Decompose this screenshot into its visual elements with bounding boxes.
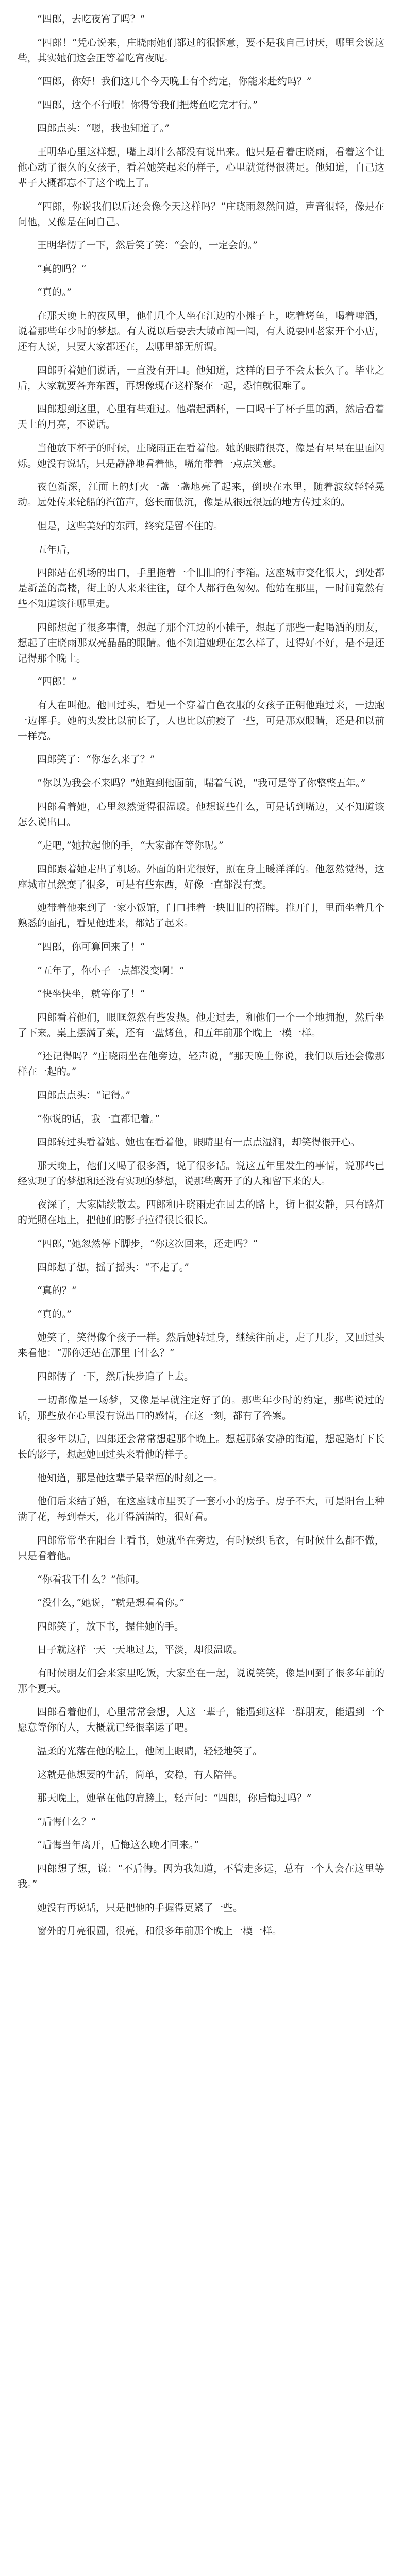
story-paragraph: 四郎看着她，心里忽然觉得很温暖。他想说些什么，可是话到嘴边，又不知道该怎么说出口。 xyxy=(18,801,384,828)
story-paragraph: “四郎！” xyxy=(37,676,77,688)
story-paragraph: 她没有再说话，只是把他的手握得更紧了一些。 xyxy=(37,1902,243,1913)
story-paragraph: 他知道，那是他这辈子最幸福的时刻之一。 xyxy=(37,1472,224,1484)
story-paragraph: 四郎看着他们，心里常常会想，人这一辈子，能遇到这样一群朋友，能遇到一个愿意等你的人，大概就已经很幸运了吧。 xyxy=(18,1706,384,1734)
story-paragraph: 四郎点点头：“记得。” xyxy=(37,1090,130,1101)
story-paragraph: 这就是他想要的生活，简单，安稳，有人陪伴。 xyxy=(37,1769,243,1781)
story-paragraph: “五年了，你小子一点都没变啊！” xyxy=(37,964,185,976)
story-paragraph: 四郎想起了很多事情，想起了那个江边的小摊子，想起了那些一起喝酒的朋友，想起了庄晓雨那双亮晶晶的眼睛。他不知道她现在怎么样了，过得好不好，是不是还记得那个晚上。 xyxy=(18,621,384,664)
story-paragraph: 她笑了，笑得像个孩子一样。然后她转过身，继续往前走，走了几步，又回过头来看他：“那你还站在那里干什么？” xyxy=(18,1332,384,1359)
story-paragraph: “四郎，你可算回来了！” xyxy=(37,941,145,953)
story-paragraph: 她带着他来到了一家小饭馆，门口挂着一块旧旧的招牌。推开门，里面坐着几个熟悉的面孔，看见他进来，都站了起来。 xyxy=(18,902,384,929)
story-paragraph: 四郎点头：“嗯，我也知道了。” xyxy=(37,123,170,134)
story-paragraph: “四郎，这个不行哦！你得等我们把烤鱼吃完才行。” xyxy=(37,99,258,111)
story-paragraph: 但是，这些美好的东西，终究是留不住的。 xyxy=(37,520,224,532)
story-paragraph: 一切都像是一场梦，又像是早就注定好了的。那些年少时的约定，那些说过的话，那些放在心里没有说出口的感情，在这一刻，都有了答案。 xyxy=(18,1394,384,1421)
story-paragraph: 日子就这样一天一天地过去，平淡，却很温暖。 xyxy=(37,1644,243,1656)
story-paragraph: “真的吗？” xyxy=(37,263,87,275)
story-paragraph: 温柔的光落在他的脸上，他闭上眼睛，轻轻地笑了。 xyxy=(37,1745,263,1757)
story-paragraph: 四郎想到这里，心里有些难过。他端起酒杯，一口喝干了杯子里的酒，然后看着天上的月亮，不说话。 xyxy=(18,403,384,431)
story-paragraph: “四郎，去吃夜宵了吗？” xyxy=(37,13,145,25)
story-paragraph: 那天晚上，她靠在他的肩膀上，轻声问：“四郎，你后悔过吗？” xyxy=(37,1792,312,1804)
story-paragraph: “你说的话，我一直都记着。” xyxy=(37,1113,160,1125)
story-paragraph: “真的。” xyxy=(37,1308,72,1320)
story-paragraph: 有人在叫他。他回过头，看见一个穿着白色衣服的女孩子正朝他跑过来，一边跑一边挥手。她的头发比以前长了，人也比以前瘦了一些，可是那双眼睛，还是和以前一样亮。 xyxy=(18,699,384,742)
story-paragraph: “快坐快坐，就等你了！” xyxy=(37,988,145,1000)
story-paragraph: “后悔当年离开，后悔这么晚才回来。” xyxy=(37,1839,199,1851)
story-paragraph: 他们后来结了婚，在这座城市里买了一套小小的房子。房子不大，可是阳台上种满了花，每到春天，花开得满满的，很好看。 xyxy=(18,1496,384,1523)
story-paragraph: 夜深了，大家陆续散去。四郎和庄晓雨走在回去的路上，街上很安静，只有路灯的光照在地上，把他们的影子拉得很长很长。 xyxy=(18,1199,384,1226)
story-paragraph: 四郎听着她们说话，一直没有开口。他知道，这样的日子不会太长久了。毕业之后，大家就要各奔东西，再想像现在这样聚在一起，恐怕就很难了。 xyxy=(18,364,384,392)
story-paragraph: “还记得吗？”庄晓雨坐在他旁边，轻声说，“那天晚上你说，我们以后还会像那样在一起的。” xyxy=(18,1050,384,1078)
story-paragraph: “四郎，你说我们以后还会像今天这样吗？”庄晓雨忽然问道，声音很轻，像是在问他，又像是在问自己。 xyxy=(18,200,384,228)
story-paragraph: “四郎，你好！我们这几个今天晚上有个约定，你能来赴约吗？” xyxy=(37,76,312,88)
story-paragraph: 王明华愣了一下，然后笑了笑：“会的，一定会的。” xyxy=(37,240,258,251)
story-paragraph: 四郎转过头看着她。她也在看着他，眼睛里有一点点湿润，却笑得很开心。 xyxy=(37,1137,361,1148)
story-paragraph: “你看我干什么？”他问。 xyxy=(37,1573,145,1585)
story-paragraph: 五年后， xyxy=(37,544,77,555)
story-paragraph: “四郎，”她忽然停下脚步，“你这次回来，还走吗？” xyxy=(37,1238,258,1249)
story-paragraph: 在那天晚上的夜风里，他们几个人坐在江边的小摊子上，吃着烤鱼，喝着啤酒，说着那些年少时的梦想。有人说以后要去大城市闯一闯，有人说要回老家开个小店，还有人说，只要大家都还在，去哪里都无所谓。 xyxy=(18,310,384,352)
story-paragraph: 有时候朋友们会来家里吃饭，大家坐在一起，说说笑笑，像是回到了很多年前的那个夏天。 xyxy=(18,1667,384,1694)
story-paragraph: 四郎跟着她走出了机场。外面的阳光很好，照在身上暖洋洋的。他忽然觉得，这座城市虽然变了很多，可是有些东西，好像一直都没有变。 xyxy=(18,863,384,890)
story-paragraph: 那天晚上，他们又喝了很多酒，说了很多话。说这五年里发生的事情，说那些已经实现了的梦想和还没有实现的梦想，说那些离开了的人和留下来的人。 xyxy=(18,1160,384,1187)
story-paragraph: “你以为我会不来吗？”她跑到他面前，喘着气说，“我可是等了你整整五年。” xyxy=(37,777,366,789)
story-paragraph: “四郎！”凭心说来，庄晓雨她们都过的很惬意，要不是我自己讨厌，哪里会说这些，其实她们这会正等着吃宵夜呢。 xyxy=(18,37,384,64)
story-paragraph: “真的？” xyxy=(37,1285,77,1297)
story-paragraph: “没什么，”她说，“就是想看看你。” xyxy=(37,1597,185,1609)
story-paragraph: 很多年以后，四郎还会常常想起那个晚上。想起那条安静的街道，想起路灯下长长的影子，想起她回过头来看他的样子。 xyxy=(18,1433,384,1461)
story-paragraph: 当他放下杯子的时候，庄晓雨正在看着他。她的眼睛很亮，像是有星星在里面闪烁。她没有说话，只是静静地看着他，嘴角带着一点点笑意。 xyxy=(18,442,384,469)
story-paragraph: 四郎笑了：“你怎么来了？” xyxy=(37,754,155,766)
story-paragraph: 四郎想了想，摇了摇头：“不走了。” xyxy=(37,1261,189,1273)
story-paragraph: “真的。” xyxy=(37,286,72,298)
story-paragraph: 窗外的月亮很圆，很亮，和很多年前那个晚上一模一样。 xyxy=(37,1925,282,1937)
story-paragraph: 四郎想了想，说：“不后悔。因为我知道，不管走多远，总有一个人会在这里等我。” xyxy=(18,1863,384,1890)
story-paragraph: 四郎看着他们，眼眶忽然有些发热。他走过去，和他们一个一个地拥抱，然后坐了下来。桌上摆满了菜，还有一盘烤鱼，和五年前那个晚上一模一样。 xyxy=(18,1011,384,1039)
story-paragraph: 四郎常常坐在阳台上看书，她就坐在旁边，有时候织毛衣，有时候什么都不做，只是看着他。 xyxy=(18,1534,384,1562)
story-paragraph: “走吧，”她拉起他的手，“大家都在等你呢。” xyxy=(37,840,224,852)
story-paragraph: 四郎愣了一下，然后快步追了上去。 xyxy=(37,1370,194,1382)
story-paragraph: 四郎笑了，放下书，握住她的手。 xyxy=(37,1620,185,1632)
story-paragraph: 王明华心里这样想，嘴上却什么都没有说出来。他只是看着庄晓雨，看着这个让他心动了很久的女孩子，看着她笑起来的样子，心里就觉得很满足。他知道，自己这辈子大概都忘不了这个晚上了。 xyxy=(18,146,384,189)
story-paragraph: 四郎站在机场的出口，手里拖着一个旧旧的行李箱。这座城市变化很大，到处都是新盖的高楼，街上的人来来往往，每个人都行色匆匆。他站在那里，一时间竟然有些不知道该往哪里走。 xyxy=(18,567,384,610)
story-paragraph: 夜色渐深，江面上的灯火一盏一盏地亮了起来，倒映在水里，随着波纹轻轻晃动。远处传来轮船的汽笛声，悠长而低沉，像是从很远很远的地方传过来的。 xyxy=(18,481,384,509)
story-paragraph: “后悔什么？” xyxy=(37,1816,96,1827)
